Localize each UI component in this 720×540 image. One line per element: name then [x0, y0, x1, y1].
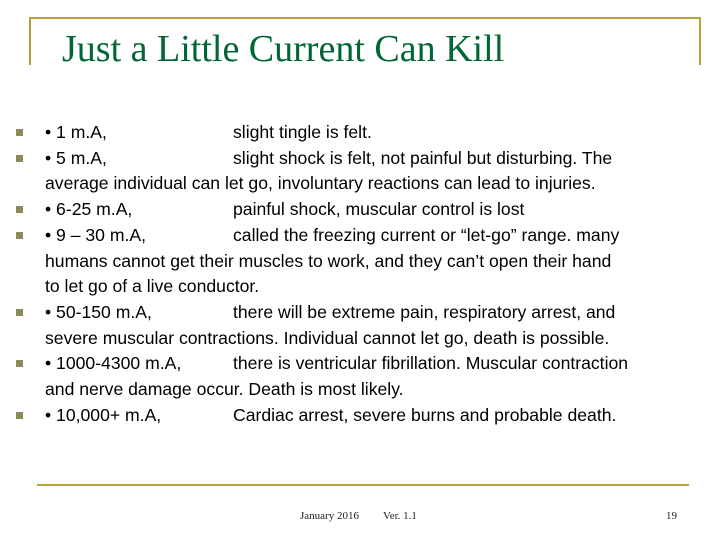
bullet-first-line: [45, 197, 525, 222]
bullet-continuation-line: humans cannot get their muscles to work, and they can’t open their hand: [45, 250, 612, 271]
effect-description: there is ventricular fibrillation. Muscular contraction: [233, 353, 629, 374]
title-frame-right: [699, 17, 701, 65]
bullet-continuation-line: to let go of a live conductor.: [45, 276, 260, 297]
bullet-marker-icon: [16, 309, 23, 316]
current-value: • 5 m.A,: [45, 147, 107, 168]
current-value: • 10,000+ m.A,: [45, 404, 162, 425]
bullet-marker-icon: [16, 360, 23, 367]
bullet-marker-icon: [16, 232, 23, 239]
bullet-marker-icon: [16, 129, 23, 136]
footer-rule: [37, 484, 689, 486]
current-value: • 9 – 30 m.A,: [45, 224, 147, 245]
footer-date: January 2016: [300, 510, 359, 522]
bullet-first-line: [45, 120, 372, 145]
bullet-first-line: [45, 300, 616, 325]
current-value: • 1000-4300 m.A,: [45, 353, 182, 374]
effect-description: Cardiac arrest, severe burns and probable death.: [233, 404, 617, 425]
title-frame-top: [29, 17, 701, 19]
bullet-first-line: [45, 223, 620, 248]
effect-description: painful shock, muscular control is lost: [233, 199, 525, 220]
bullet-marker-icon: [16, 412, 23, 419]
current-value: • 50-150 m.A,: [45, 301, 152, 322]
bullet-continuation-line: severe muscular contractions. Individual cannot let go, death is possible.: [45, 327, 610, 348]
footer-page-number: 19: [666, 510, 677, 522]
effect-description: slight shock is felt, not painful but disturbing. The: [233, 147, 613, 168]
current-value: • 6-25 m.A,: [45, 199, 133, 220]
bullet-marker-icon: [16, 206, 23, 213]
bullet-first-line: [45, 146, 613, 171]
current-value: • 1 m.A,: [45, 122, 107, 142]
bullet-first-line: [45, 351, 629, 376]
bullet-marker-icon: [16, 155, 23, 162]
bullet-first-line: [45, 403, 617, 428]
effect-description: slight tingle is felt.: [233, 122, 372, 142]
effect-description: called the freezing current or “let-go” range. many: [233, 224, 620, 245]
bullet-continuation-line: average individual can let go, involuntary reactions can lead to injuries.: [45, 173, 596, 194]
title-frame-left: [29, 17, 31, 65]
effect-description: there will be extreme pain, respiratory arrest, and: [233, 301, 616, 322]
slide-title: Just a Little Current Can Kill: [62, 28, 505, 70]
footer-version: Ver. 1.1: [383, 510, 417, 522]
bullet-continuation-line: and nerve damage occur. Death is most likely.: [45, 379, 404, 399]
